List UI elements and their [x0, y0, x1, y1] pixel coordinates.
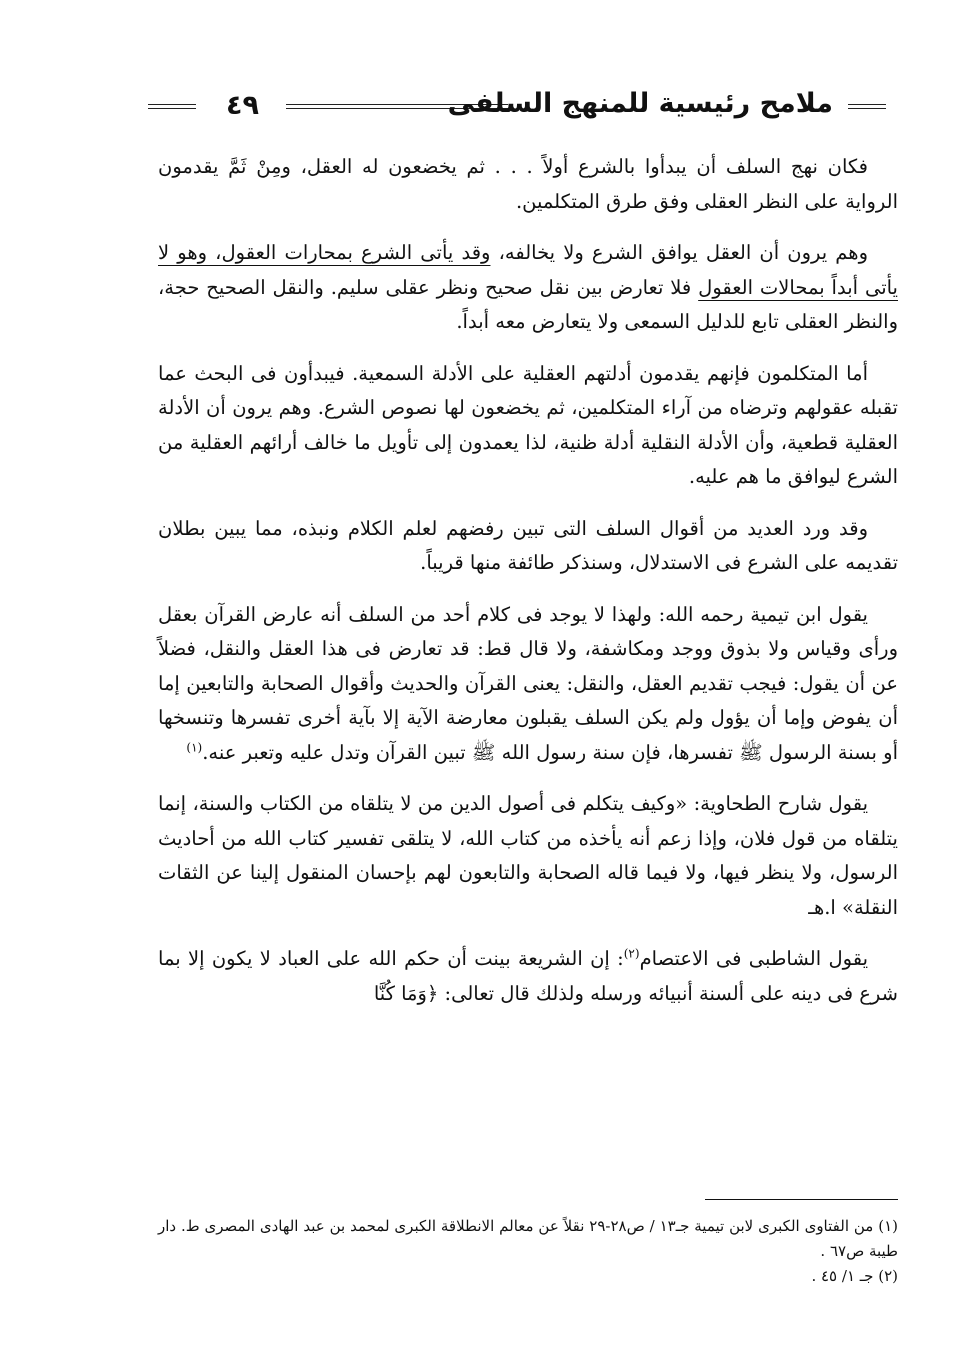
paragraph: أما المتكلمون فإنهم يقدمون أدلتهم العقلية على الأدلة السمعية. فيبدأون فى البحث عما تقبله عقولهم وترضاه من آراء المتكلمين، ثم يخضعون لها نصوص الشرع. وهم يرون أن الأدلة العقلية قطعية، وأن الأدلة النقلية أدلة ظنية، لذا يعمدون إلى تأويل ما خالف أرائهم العقلية من الشرع ليوافق ما هم عليه.	[158, 361, 898, 488]
paragraph: يقول شارح الطحاوية: «وكيف يتكلم فى أصول الدين من لا يتلقاه من الكتاب والسنة، إنما يتلقاه من قول فلان، وإذا زعم أنه يأخذه من كتاب الله، لا يتلقى تفسير كتاب الله من أحاديث الرسول، ولا ينظر فيها، ولا فيما قاله الصحابة والتابعون لهم بإحسان المنقول إلينا عن الثقات النقلة» ا.هـ	[158, 792, 898, 919]
paragraph: وقد ورد العديد من أقوال السلف التى تبين رفضهم لعلم الكلام ونبذه، مما يبين بطلان تقديمه على الشرع فى الاستدلال، وسنذكر طائفة منها قريباً.	[158, 516, 898, 574]
header-rule-right	[848, 104, 886, 109]
paragraph: فكان نهج السلف أن يبدأوا بالشرع أولاً . . . ثم يخضعون له العقل، ومِنْ ثَمَّ يقدمون الرواية على النظر العقلى وفق طرق المتكلمين.	[158, 155, 898, 213]
paragraph-lead: يقول الشاطبى فى الاعتصام	[639, 947, 868, 970]
footnote-separator	[705, 1199, 898, 1200]
footnote: (٢) جـ ١/ ٤٥ .	[811, 1267, 898, 1285]
paragraph-tail: فلا تعارض بين نقل صحيح ونظر عقلى سليم. والنقل الصحيح حجة، والنظر العقلى تابع للدليل السمعى ولا يتعارض معه أبداً.	[158, 275, 898, 333]
header-rule-left	[148, 104, 196, 109]
footnote-marker: (٢)	[623, 946, 640, 961]
header-title: ملامح رئيسية للمنهج السلفى	[447, 88, 833, 119]
footnotes	[158, 1214, 898, 1289]
paragraph-text: يقول ابن تيمية رحمه الله: ولهذا لا يوجد فى كلام أحد من السلف أنه عارض القرآن بعقل ورأى وقياس ولا بذوق ووجد ومكاشفة، ولا قال قط: قد تعارض فى هذا العقل والنقل، فضلاً عن أن يقول: فيجب تقديم العقل، والنقل: يعنى القرآن والحديث وأقوال الصحابة والتابعين إما أن يفوض وإما أن يؤول ولم يكن السلف يقبلون معارضة الآية إلا بآية أخرى تفسرها وتنسخها أو بسنة الرسول ﷺ تفسرها، فإن سنة رسول الله ﷺ تبين القرآن وتدل عليه وتعبر عنه.	[158, 602, 898, 764]
footnote: (١) من الفتاوى الكبرى لابن تيمية جـ١٣ / ص٢٨-٢٩ نقلاً عن معالم الانطلاقة الكبرى لمحمد بن عبد الهادى المصرى ط. دار طيبة ص٦٧ .	[158, 1217, 898, 1260]
paragraph-text: إن الشريعة بينت أن حكم الله على العباد لا يكون إلا بما شرع فى دينه على ألسنة أنبيائه ورسله ولذلك قال تعالى: ﴿وَمَا كُنَّا	[158, 947, 898, 1005]
paragraph	[158, 236, 898, 340]
body-text	[158, 150, 898, 1028]
underlined-passage: وقد يأتى الشرع بمحارات العقول، وهو لا يأتى أبداً بمحالات العقول	[158, 241, 898, 299]
paragraph	[158, 598, 898, 771]
paragraph-colon: :	[609, 947, 624, 970]
page-number: ٤٩	[226, 90, 259, 121]
paragraph	[158, 942, 898, 1011]
running-header	[140, 86, 885, 130]
footnote-marker: (١)	[186, 740, 203, 754]
paragraph-lead: وهم يرون أن العقل يوافق الشرع ولا يخالفه،	[490, 241, 868, 264]
